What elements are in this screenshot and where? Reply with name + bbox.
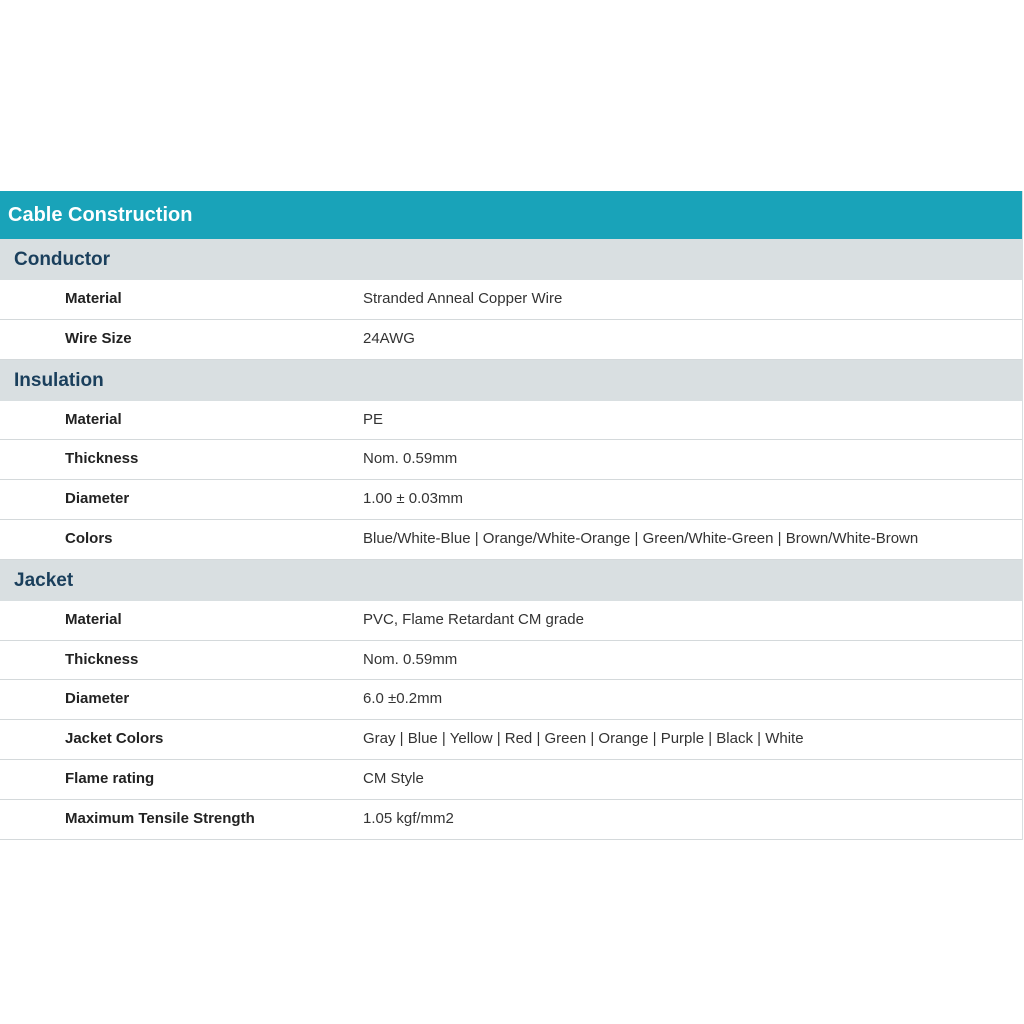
row-label: Diameter	[65, 490, 130, 508]
row-value: Stranded Anneal Copper Wire	[363, 290, 563, 307]
row-label: Material	[65, 290, 122, 307]
row-label: Diameter	[65, 690, 130, 708]
row-value: Gray | Blue | Yellow | Red | Green | Orange | Purple | Black | White	[363, 730, 804, 748]
row-value: 1.00 ± 0.03mm	[363, 490, 463, 508]
table-row	[0, 800, 1022, 840]
row-label: Material	[65, 610, 122, 628]
table-row	[0, 320, 1022, 360]
row-label: Material	[65, 410, 122, 428]
row-value: 1.05 kgf/mm2	[363, 809, 454, 827]
section-header-jacket: Jacket	[0, 560, 1022, 601]
table-row	[0, 520, 1022, 560]
row-label: Flame rating	[65, 769, 155, 787]
table-row	[0, 440, 1022, 480]
section-header-insulation: Insulation	[0, 360, 1022, 401]
row-value: 6.0 ±0.2mm	[363, 690, 443, 708]
row-value: PVC, Flame Retardant CM grade	[363, 610, 584, 628]
table-row	[0, 720, 1022, 760]
row-label: Jacket Colors	[65, 730, 164, 748]
table-row	[0, 401, 1022, 441]
row-label: Wire Size	[65, 329, 132, 347]
row-label: Thickness	[65, 450, 139, 468]
row-value: CM Style	[363, 769, 424, 787]
row-value: Blue/White-Blue | Orange/White-Orange | Green/White-Green | Brown/White-Brown	[363, 529, 919, 547]
row-value: Nom. 0.59mm	[363, 650, 458, 668]
section-header-conductor: Conductor	[0, 239, 1022, 280]
row-value: 24AWG	[363, 329, 415, 347]
table-title: Cable Construction	[0, 191, 1022, 239]
row-value: Nom. 0.59mm	[363, 450, 458, 468]
row-label: Maximum Tensile Strength	[65, 809, 255, 827]
spec-table	[0, 191, 1023, 840]
row-label: Colors	[65, 529, 113, 547]
row-value: PE	[363, 410, 384, 428]
table-row	[0, 280, 1022, 320]
table-row	[0, 601, 1022, 641]
row-label: Thickness	[65, 650, 139, 668]
table-row	[0, 760, 1022, 800]
table-row	[0, 680, 1022, 720]
table-row	[0, 641, 1022, 681]
table-row	[0, 480, 1022, 520]
